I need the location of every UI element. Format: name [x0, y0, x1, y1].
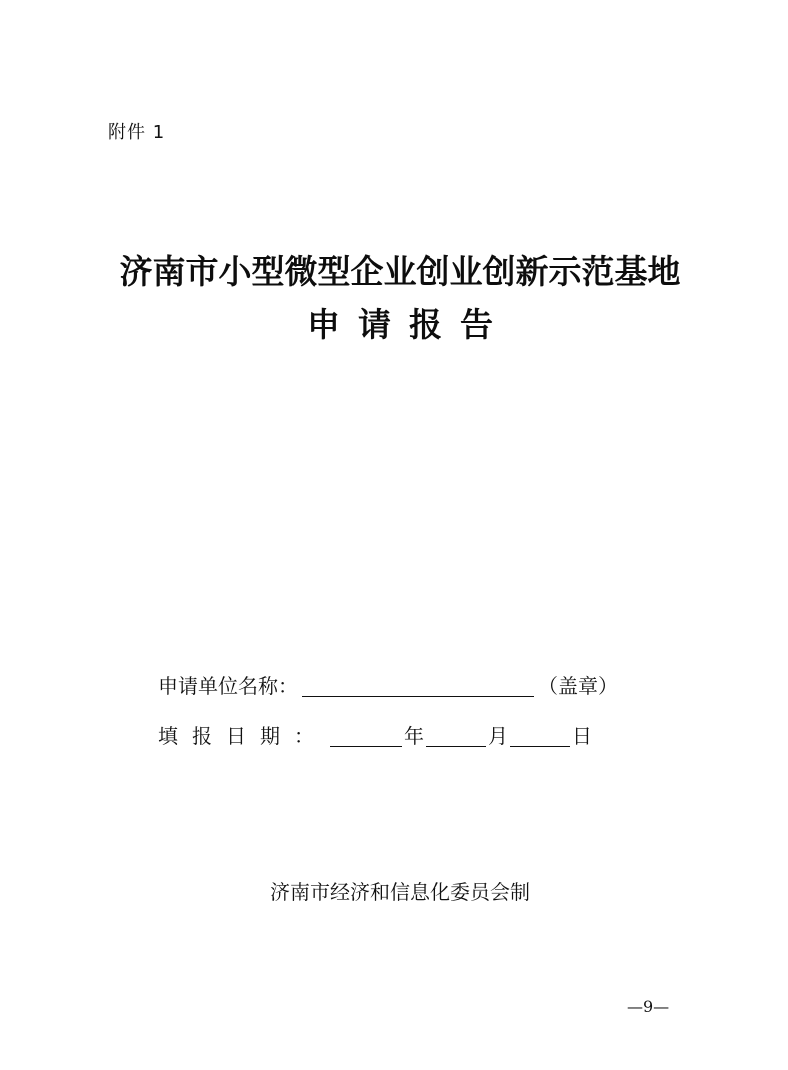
page-number: —9— [627, 997, 670, 1016]
day-blank[interactable] [510, 724, 570, 747]
year-unit: 年 [404, 724, 424, 748]
document-title: 济南市小型微型企业创业创新示范基地 [119, 252, 681, 291]
fill-date-label: 填报日期： [158, 724, 328, 748]
month-unit: 月 [488, 724, 508, 748]
fill-date-row [158, 722, 592, 750]
month-blank[interactable] [426, 724, 486, 747]
document-subtitle: 申请报告 [307, 305, 511, 344]
year-blank[interactable] [330, 724, 402, 747]
issuer-line: 济南市经济和信息化委员会制 [270, 880, 530, 904]
seal-note: （盖章） [538, 674, 618, 698]
attachment-label: 附件 1 [108, 122, 166, 143]
applicant-row [158, 672, 618, 700]
applicant-name-blank[interactable] [302, 674, 534, 697]
applicant-label: 申请单位名称： [158, 674, 298, 698]
day-unit: 日 [572, 724, 592, 748]
